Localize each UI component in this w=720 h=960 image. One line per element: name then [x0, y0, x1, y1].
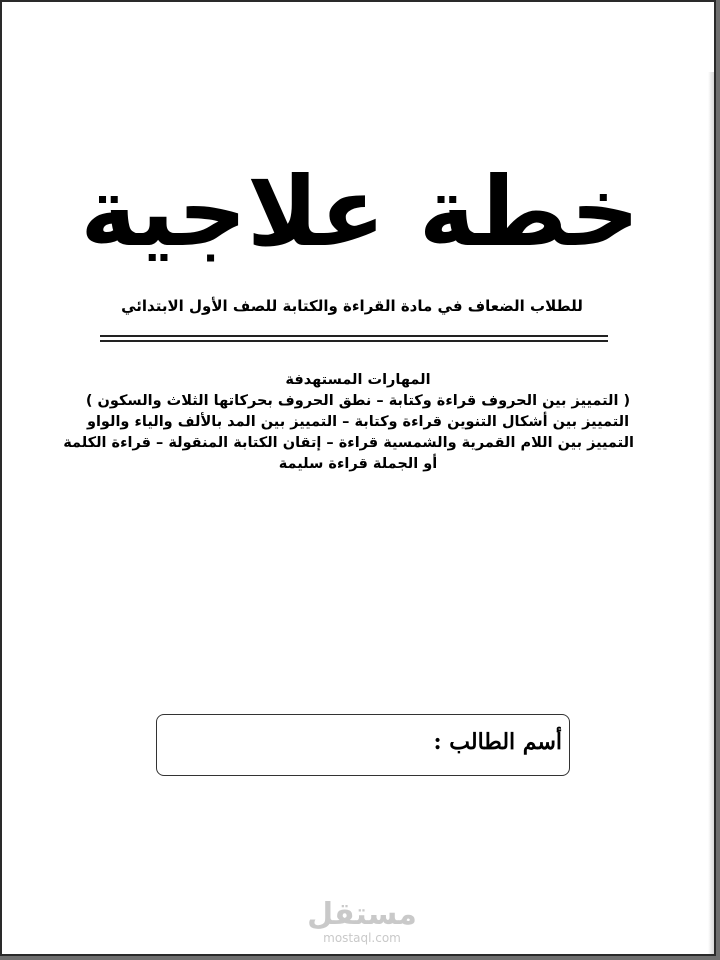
skills-line: التمييز بين اللام القمرية والشمسية قراءة – إتقان الكتابة المنقولة – قراءة الكلمة [63, 435, 634, 451]
divider-line-bottom [100, 340, 608, 342]
mostaql-watermark [302, 898, 422, 944]
subtitle: للطلاب الضعاف في مادة القراءة والكتابة للصف الأول الابتدائي [121, 297, 583, 315]
skills-heading: المهارات المستهدفة [285, 372, 431, 388]
divider-line-top [100, 335, 608, 337]
watermark-arabic: مستقل [307, 897, 417, 932]
skills-line: التمييز بين أشكال التنوين قراءة وكتابة – التمييز بين المد بالألف والياء والواو [86, 414, 630, 430]
page-title: خطة علاجية [80, 156, 640, 268]
skills-line: ( التمييز بين الحروف قراءة وكتابة – نطق الحروف بحركاتها الثلاث والسكون ) [85, 393, 631, 409]
student-name-label: أسم الطالب : [433, 729, 562, 755]
skills-line: أو الجملة قراءة سليمة [278, 456, 438, 472]
target-skills-section [63, 370, 634, 475]
watermark-latin: mostaql.com [323, 931, 401, 945]
